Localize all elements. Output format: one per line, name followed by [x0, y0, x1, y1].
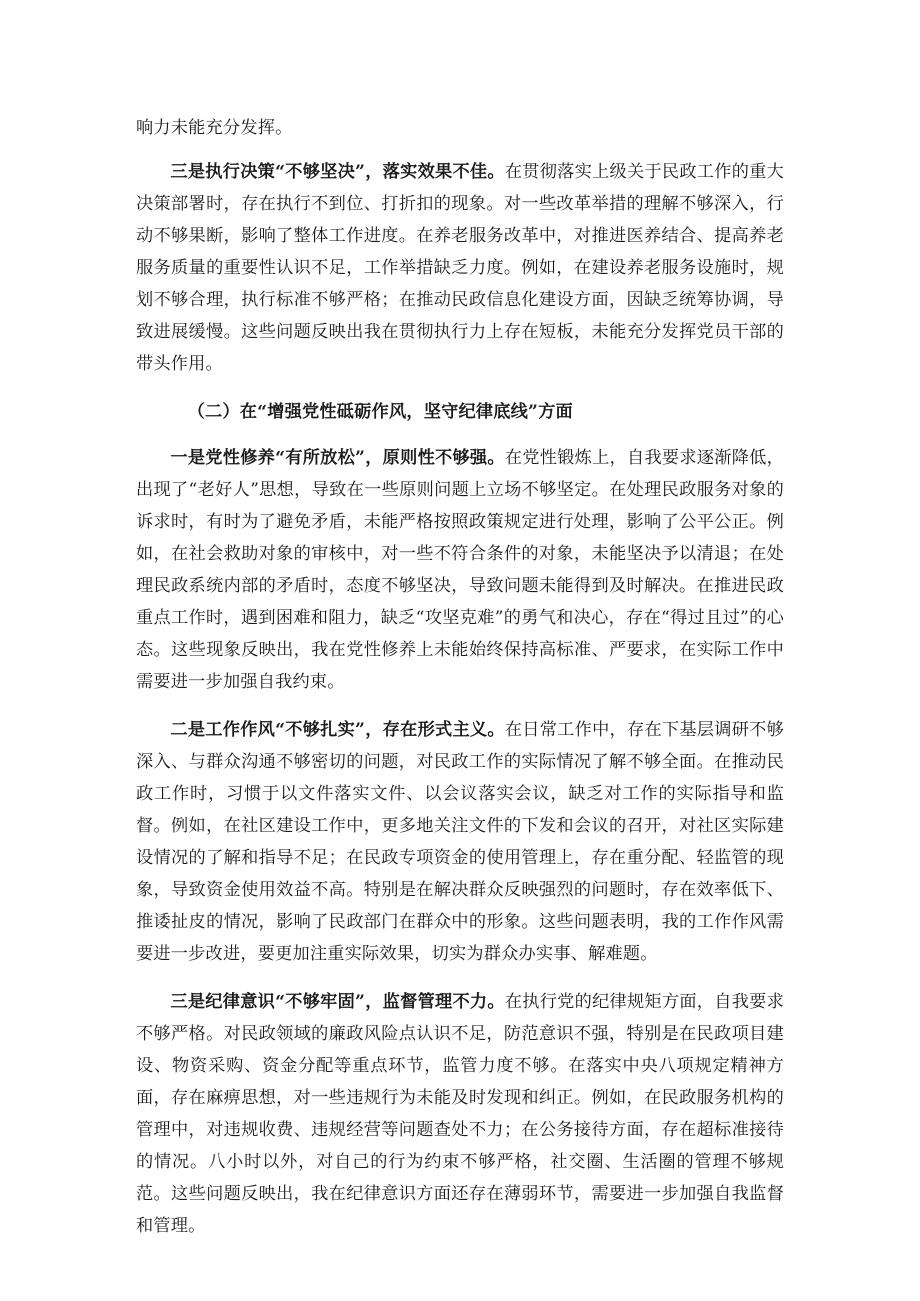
paragraph-work-style	[136, 714, 784, 970]
paragraph-lead: 二是工作作风“不够扎实”，存在形式主义。	[170, 720, 505, 740]
paragraph-execution	[136, 156, 784, 380]
continuation-paragraph: 响力未能充分发挥。	[136, 118, 293, 138]
document-body	[136, 112, 784, 1258]
paragraph-body: 在日常工作中，存在下基层调研不够深入、与群众沟通不够密切的问题，对民政工作的实际情况了解不够全面。在推动民政工作时，习惯于以文件落实文件、以会议落实会议，缺乏对工作的实际指导和监督。例如，在社区建设工作中，更多地关注文件的下发和会议的召开，对社区实际建设情况的了解和指导不足；在民政专项资金的使用管理上，存在重分配、轻监管的现象，导致资金使用效益不高。特别是在解决群众反映强烈的问题时，存在效率低下、推诿扯皮的情况，影响了民政部门在群众中的形象。这些问题表明，我的工作作风需要进一步改进，要更加注重实际效果，切实为群众办实事、解难题。	[136, 720, 784, 964]
paragraph-lead: 一是党性修养“有所放松”，原则性不够强。	[170, 448, 505, 468]
paragraph-lead: 三是纪律意识“不够牢固”，监督管理不力。	[170, 992, 505, 1012]
paragraph-party-spirit	[136, 442, 784, 698]
paragraph-lead: 三是执行决策“不够坚决”，落实效果不佳。	[170, 162, 505, 182]
section-heading: （二）在“增强党性砥砺作风，坚守纪律底线”方面	[187, 402, 573, 422]
paragraph-discipline	[136, 986, 784, 1242]
paragraph-body: 在贯彻落实上级关于民政工作的重大决策部署时，存在执行不到位、打折扣的现象。对一些改革举措的理解不够深入，行动不够果断，影响了整体工作进度。在养老服务改革中，对推进医养结合、提高养老服务质量的重要性认识不足，工作举措缺乏力度。例如，在建设养老服务设施时，规划不够合理，执行标准不够严格；在推动民政信息化建设方面，因缺乏统筹协调，导致进展缓慢。这些问题反映出我在贯彻执行力上存在短板，未能充分发挥党员干部的带头作用。	[136, 162, 784, 374]
paragraph-body: 在党性锻炼上，自我要求逐渐降低，出现了“老好人”思想，导致在一些原则问题上立场不够坚定。在处理民政服务对象的诉求时，有时为了避免矛盾，未能严格按照政策规定进行处理，影响了公平公正。例如，在社会救助对象的审核中，对一些不符合条件的对象，未能坚决予以清退；在处理民政系统内部的矛盾时，态度不够坚决，导致问题未能得到及时解决。在推进民政重点工作时，遇到困难和阻力，缺乏“攻坚克难”的勇气和决心，存在“得过且过”的心态。这些现象反映出，我在党性修养上未能始终保持高标准、严要求，在实际工作中需要进一步加强自我约束。	[136, 448, 784, 692]
paragraph-body: 在执行党的纪律规矩方面，自我要求不够严格。对民政领域的廉政风险点认识不足，防范意识不强，特别是在民政项目建设、物资采购、资金分配等重点环节，监管力度不够。在落实中央八项规定精神方面，存在麻痹思想，对一些违规行为未能及时发现和纠正。例如，在民政服务机构的管理中，对违规收费、违规经营等问题查处不力；在公务接待方面，存在超标准接待的情况。八小时以外，对自己的行为约束不够严格，社交圈、生活圈的管理不够规范。这些问题反映出，我在纪律意识方面还存在薄弱环节，需要进一步加强自我监督和管理。	[136, 992, 784, 1236]
